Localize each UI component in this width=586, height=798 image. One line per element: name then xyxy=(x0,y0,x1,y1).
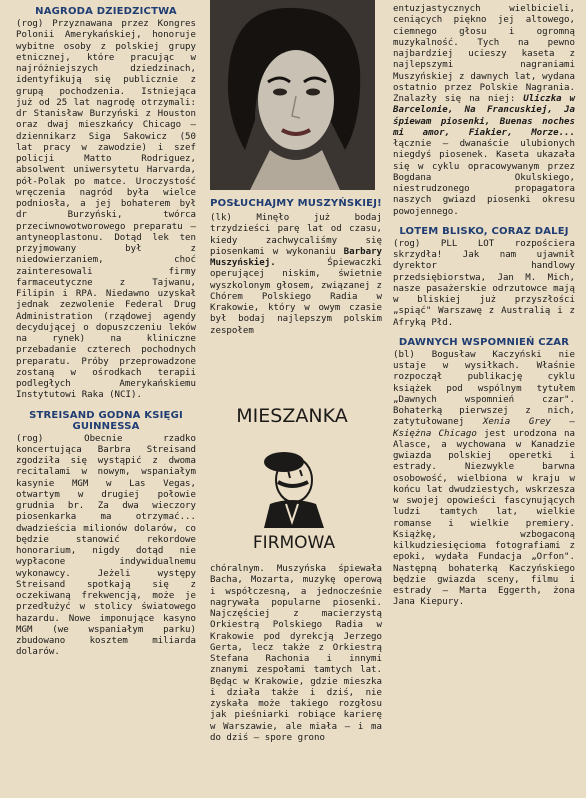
right-column xyxy=(393,0,575,609)
heading-lot: LOTEM BLISKO, CORAZ DALEJ xyxy=(399,225,569,237)
article-lot: (rog) PLL LOT rozpościera skrzydła! Jak nam ujawnił dyrektor handlowy przedsiębiorstwa, Jan M. Mich, nasze pasażerskie odrzutowce mają w bliskiej już przyszłości „spiąć" Warszawę z Australią i z Afryką Płd. xyxy=(393,238,575,328)
article-muszynska-cont: chóralnym. Muszyńska śpiewała Bacha, Mozarta, muzykę operową i współczesną, a jednocześnie nagrywała popularne piosenki. Najczęściej z macierzystą Orkiestrą Polskiego Radia w Krakowie pod dyrekcją Jerzego Gerta, lecz także z Orkiestrą Stefana Rachonia i innymi znanymi zespołami tamtych lat. Będąc w Krakowie, gdzie mieszka i działa także i dziś, nie zyskała może takiego rozgłosu jak pieśniarki robiące karierę w Warszawie, ale miała — i ma do dziś — spore grono xyxy=(210,564,382,743)
book-title: Xenia Grey — Księżna Chicago xyxy=(393,417,575,439)
singer-name: Barbary Muszyńskiej. xyxy=(210,246,382,268)
article-streisand: (rog) Obecnie rzadko koncertująca Barbra Streisand zgodziła się wystąpić z dwoma recitalami w nowym, wspaniałym kasynie MGM w Las Vegas, otwartym w drugiej połowie grudnia br. Za dwa wieczory piosenkarka ma otrzymać... dwadzieścia milionów dolarów, co będzie stanowić rekordowe honorarium, nigdy dotąd nie wypłacone indywidualnemu wykonawcy. Jeżeli występy Streisand spotkają się z oczekiwaną frekwencją, może je przedłużyć w stolicy światowego hazardu. Nowe imponujące kasyno MGM (we wspaniałym parku) zbudowano kosztem miliarda dolarów. xyxy=(16,433,196,658)
heading-nagroda-dziedzictwa: NAGRODA DZIEDZICTWA xyxy=(35,6,177,17)
middle-column-continuation xyxy=(210,564,382,744)
left-column xyxy=(16,0,196,659)
middle-column xyxy=(210,0,382,337)
heading-dawnych-wspomnien: DAWNYCH WSPOMNIEŃ CZAR xyxy=(398,336,570,348)
heading-muszynska: POSŁUCHAJMY MUSZYŃSKIEJ! xyxy=(210,198,382,209)
article-dawnych-wspomnien: (bl) Bogusław Kaczyński nie ustaje w wysiłkach. Właśnie rozpoczął publikację cyklu książek pod wspólnym tytułem „Dawnych wspomnień czar". Bohaterką pierwszej z nich, zatytułowanej Xenia Grey — Księżna Chicago jest urodzona na Alasce, a wychowana w Kanadzie gwiazda polskiej operetki i estrady. Niezwykle barwna osobowość, wielbiona w kraju w końcu lat dwudziestych, wskrzesza w swojej opowieści fascynujących ludzi tamtych lat, wielkie romanse i wielkie premiery. Książkę, wzbogaconą kilkudziesięcioma fotografiami z epoki, wydała Fundacja „Orfon". Następną bohaterką Kaczyńskiego będzie gwiazda sceny, filmu i estrady — Marta Eggerth, żona Jana Kiepury. xyxy=(393,349,575,608)
caricature-icon xyxy=(228,400,356,558)
article-muszynska-intro: (lk) Minęło już bodaj trzydzieści parę lat od czasu, kiedy zachwycaliśmy się piosenkami w wykonaniu Barbary Muszyńskiej. Śpiewaczki operującej niskim, świetnie wyszkolonym głosem, związanej z Chórem Polskiego Radia w Krakowie, który w owym czasie był bodaj najlepszym polskim zespołem xyxy=(210,213,382,336)
article-muszynska-end: entuzjastycznych wielbicieli, ceniących piękno jej altowego, ciemnego głosu i ogromną muzykalność. Tych na pewno najbardziej ucieszy kaseta z najlepszymi nagraniami Muszyńskiej z dawnych lat, wydana ostatnio przez Polskie Nagrania. Znalazły się na niej: Uliczka w Barcelonie, Na Francuskiej, Ja śpiewam piosenki, Buenas noches mi amor, Fiakier, Morze... łącznie — dwanaście ulubionych niegdyś piosenek. Kaseta ukazała się w cyklu opracowywanym przez Bogdana Okulskiego, niestrudzonego propagatora naszych gwiazd piosenki okresu powojennego. xyxy=(393,4,575,217)
article-nagroda-dziedzictwa: (rog) Przyznawana przez Kongres Polonii Amerykańskiej, honoruje wybitne osoby z polskiej grupy etnicznej, które pracując w najróżniejszych dziedzinach, identyfikują się publicznie z grupą pochodzenia. Istniejąca już od 25 lat nagrodę otrzymali: dr Stanisław Burzyński z Houston oraz dwaj mieszkańcy Chicago — dziennikarz Siga Sakowicz (50 lat pracy w zawodzie) i szef policji Matto Rodriguez, absolwent uniwersytetu Harvarda, pół-Polak po matce. Uroczystość wręczenia nagród była wielce podniosła, a jej bohaterem był dr Burzyński, twórca przeciwnowotworowego preparatu — antyneoplastonu. Dotąd lek ten przyjmowany był z niedowierzaniem, choć zainteresowali firmy farmaceutyczne z Tajwanu, Filipin i RPA. Niedawno uzyskał jednak zezwolenie Federal Drug Administration (rządowej agendy decydującej o dopuszczeniu leków na rynek) na kliniczne przebadanie czterech pochodnych preparatu. Próby przeprowadzone zostaną w ośrodkach terapii podległych Amerykańskiemu Instytutowi Raka (NCI). xyxy=(16,19,196,401)
mieszanka-firmowa-illustration xyxy=(228,400,356,558)
illustration-title-bottom: FIRMOWA xyxy=(252,533,336,553)
song-list: Uliczka w Barcelonie, Na Francuskiej, Ja śpiewam piosenki, Buenas noches mi amor, Fiakier, Morze... xyxy=(393,94,575,138)
heading-streisand: STREISAND GODNA KSIĘGI GUINNESSA xyxy=(29,409,183,432)
illustration-title-top: MIESZANKA xyxy=(236,405,348,427)
